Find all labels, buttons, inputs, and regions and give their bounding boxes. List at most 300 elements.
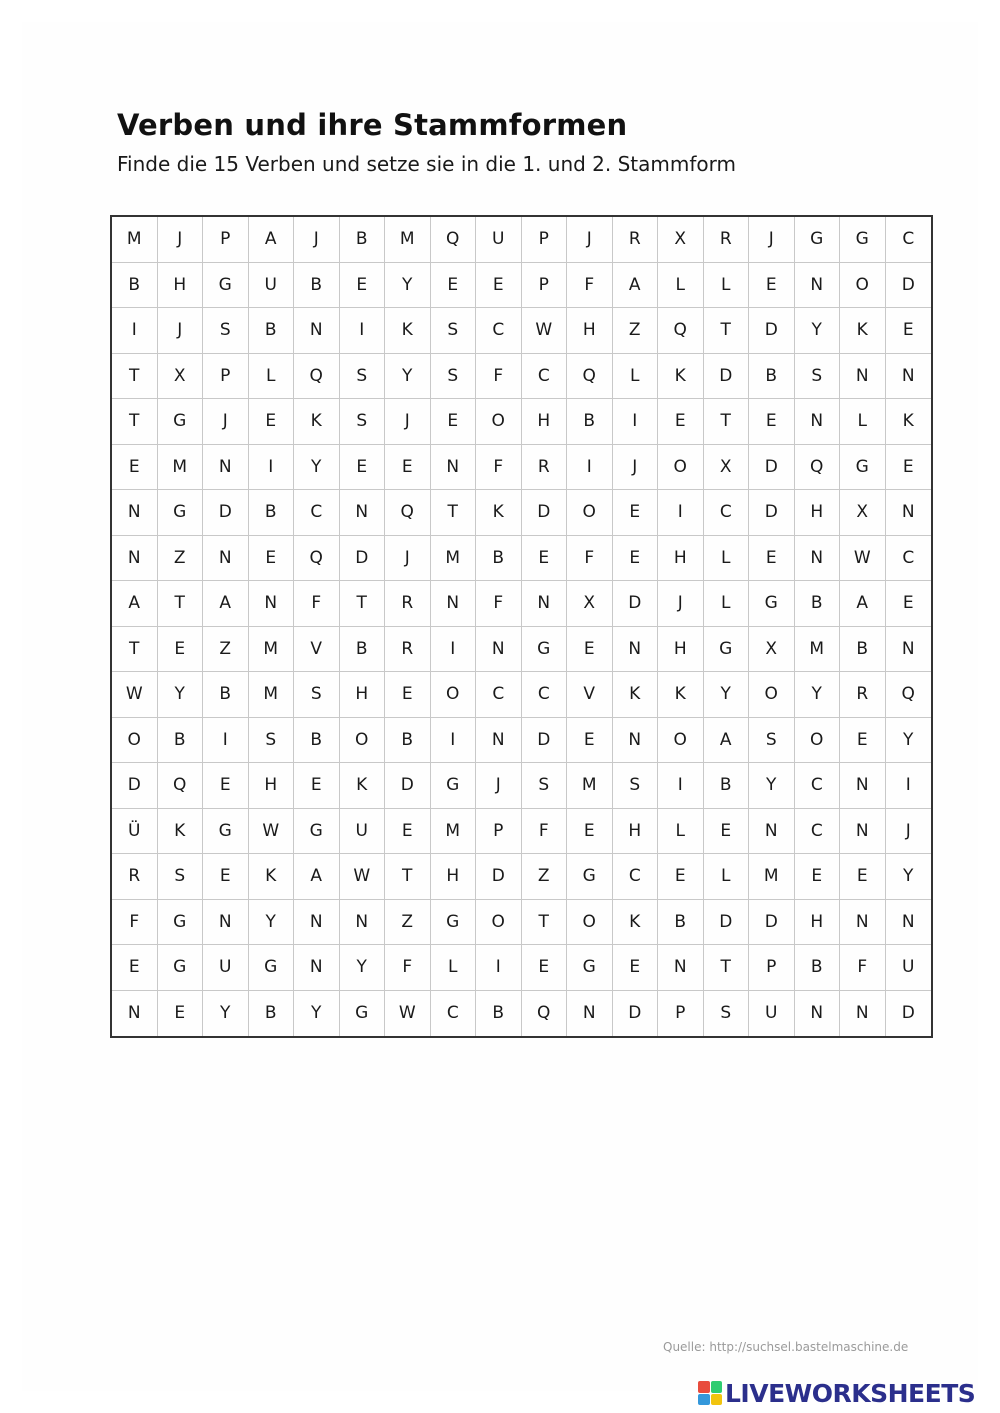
grid-cell[interactable]: N xyxy=(567,991,613,1037)
grid-cell[interactable]: Q xyxy=(658,308,704,354)
grid-cell[interactable]: I xyxy=(476,945,522,991)
grid-cell[interactable]: N xyxy=(840,991,886,1037)
grid-cell[interactable]: J xyxy=(749,217,795,263)
grid-cell[interactable]: R xyxy=(704,217,750,263)
grid-cell[interactable]: T xyxy=(158,581,204,627)
grid-cell[interactable]: S xyxy=(795,354,841,400)
grid-cell[interactable]: F xyxy=(385,945,431,991)
grid-cell[interactable]: Y xyxy=(340,945,386,991)
grid-cell[interactable]: O xyxy=(658,445,704,491)
grid-cell[interactable]: A xyxy=(112,581,158,627)
grid-cell[interactable]: N xyxy=(476,718,522,764)
grid-cell[interactable]: Q xyxy=(795,445,841,491)
grid-cell[interactable]: N xyxy=(203,900,249,946)
grid-cell[interactable]: B xyxy=(385,718,431,764)
grid-cell[interactable]: Z xyxy=(385,900,431,946)
grid-cell[interactable]: P xyxy=(476,809,522,855)
grid-cell[interactable]: M xyxy=(567,763,613,809)
grid-cell[interactable]: N xyxy=(886,354,932,400)
grid-cell[interactable]: B xyxy=(294,263,340,309)
grid-cell[interactable]: K xyxy=(658,354,704,400)
grid-cell[interactable]: B xyxy=(476,991,522,1037)
grid-cell[interactable]: N xyxy=(795,399,841,445)
grid-cell[interactable]: D xyxy=(203,490,249,536)
grid-cell[interactable]: D xyxy=(901,1003,915,1024)
grid-cell[interactable]: Q xyxy=(294,354,340,400)
grid-cell[interactable]: E xyxy=(431,263,477,309)
grid-cell[interactable]: S xyxy=(749,718,795,764)
grid-cell[interactable]: H xyxy=(158,263,204,309)
grid-cell[interactable]: B xyxy=(158,718,204,764)
grid-cell[interactable]: E xyxy=(567,809,613,855)
grid-cell[interactable]: M xyxy=(431,809,477,855)
grid-cell[interactable]: E xyxy=(749,399,795,445)
grid-cell[interactable]: D xyxy=(613,581,659,627)
grid-cell[interactable]: N xyxy=(431,581,477,627)
grid-cell[interactable]: F xyxy=(522,809,568,855)
grid-cell[interactable]: O xyxy=(658,718,704,764)
grid-cell[interactable]: E xyxy=(340,263,386,309)
grid-cell[interactable]: P xyxy=(203,354,249,400)
grid-cell[interactable]: E xyxy=(385,445,431,491)
grid-cell[interactable]: X xyxy=(704,445,750,491)
grid-cell[interactable]: Y xyxy=(249,900,295,946)
grid-cell[interactable]: U xyxy=(340,809,386,855)
grid-cell[interactable]: U xyxy=(203,945,249,991)
grid-cell[interactable]: G xyxy=(249,945,295,991)
grid-cell[interactable]: B xyxy=(249,991,295,1037)
grid-cell[interactable]: J xyxy=(658,581,704,627)
grid-cell[interactable]: K xyxy=(886,399,932,445)
grid-cell[interactable]: J xyxy=(385,536,431,582)
grid-cell[interactable]: N xyxy=(340,490,386,536)
grid-cell[interactable]: Y xyxy=(385,263,431,309)
grid-cell[interactable]: Y xyxy=(795,672,841,718)
grid-cell[interactable]: Q xyxy=(431,217,477,263)
grid-cell[interactable]: E xyxy=(385,809,431,855)
grid-cell[interactable]: A xyxy=(249,217,295,263)
grid-cell[interactable]: L xyxy=(658,263,704,309)
grid-cell[interactable]: E xyxy=(340,445,386,491)
grid-cell[interactable]: C xyxy=(522,672,568,718)
grid-cell[interactable]: L xyxy=(249,354,295,400)
grid-cell[interactable]: N xyxy=(795,536,841,582)
grid-cell[interactable]: U xyxy=(476,217,522,263)
grid-cell[interactable]: B xyxy=(658,900,704,946)
grid-cell[interactable]: B xyxy=(704,763,750,809)
grid-cell[interactable]: O xyxy=(476,900,522,946)
grid-cell[interactable]: P xyxy=(522,263,568,309)
grid-cell[interactable]: G xyxy=(431,763,477,809)
grid-cell[interactable]: Z xyxy=(158,536,204,582)
grid-cell[interactable]: O xyxy=(476,399,522,445)
grid-cell[interactable]: M xyxy=(249,627,295,673)
grid-cell[interactable]: G xyxy=(294,809,340,855)
grid-cell[interactable]: Y xyxy=(294,445,340,491)
grid-cell[interactable]: E xyxy=(749,536,795,582)
grid-cell[interactable]: L xyxy=(613,354,659,400)
grid-cell[interactable]: E xyxy=(613,536,659,582)
grid-cell[interactable]: O xyxy=(567,900,613,946)
grid-cell[interactable]: M xyxy=(158,445,204,491)
grid-cell[interactable]: D xyxy=(613,991,659,1037)
grid-cell[interactable]: J xyxy=(158,217,204,263)
grid-cell[interactable]: P xyxy=(658,991,704,1037)
grid-cell[interactable]: N xyxy=(294,900,340,946)
grid-cell[interactable]: R xyxy=(840,672,886,718)
grid-cell[interactable]: E xyxy=(522,536,568,582)
grid-cell[interactable]: D xyxy=(522,490,568,536)
grid-cell[interactable]: S xyxy=(522,763,568,809)
grid-cell[interactable]: N xyxy=(203,445,249,491)
grid-cell[interactable]: K xyxy=(476,490,522,536)
grid-cell[interactable]: E xyxy=(203,854,249,900)
grid-cell[interactable]: T xyxy=(704,399,750,445)
grid-cell[interactable]: W xyxy=(385,991,431,1037)
grid-cell[interactable]: B xyxy=(795,581,841,627)
grid-cell[interactable]: W xyxy=(522,308,568,354)
grid-cell[interactable]: N xyxy=(840,763,886,809)
grid-cell[interactable]: N xyxy=(886,490,932,536)
grid-cell[interactable]: C xyxy=(795,763,841,809)
grid-cell[interactable]: L xyxy=(840,399,886,445)
grid-cell[interactable]: B xyxy=(476,536,522,582)
grid-cell[interactable]: K xyxy=(249,854,295,900)
grid-cell[interactable]: G xyxy=(158,945,204,991)
grid-cell[interactable]: D xyxy=(522,718,568,764)
grid-cell[interactable]: A xyxy=(704,718,750,764)
grid-cell[interactable]: Q xyxy=(886,672,932,718)
grid-cell[interactable]: F xyxy=(476,354,522,400)
grid-cell[interactable]: N xyxy=(795,991,841,1037)
grid-cell[interactable]: J xyxy=(294,217,340,263)
grid-cell[interactable]: I xyxy=(431,627,477,673)
grid-cell[interactable]: N xyxy=(294,308,340,354)
grid-cell[interactable]: D xyxy=(385,763,431,809)
grid-cell[interactable]: R xyxy=(385,627,431,673)
grid-cell[interactable]: A xyxy=(613,263,659,309)
grid-cell[interactable]: G xyxy=(840,217,886,263)
grid-cell[interactable]: N xyxy=(749,809,795,855)
grid-cell[interactable]: D xyxy=(112,763,158,809)
grid-cell[interactable]: Q xyxy=(522,991,568,1037)
grid-cell[interactable]: N xyxy=(203,536,249,582)
grid-cell[interactable]: D xyxy=(476,854,522,900)
grid-cell[interactable]: J xyxy=(567,217,613,263)
grid-cell[interactable]: T xyxy=(522,900,568,946)
grid-cell[interactable]: I xyxy=(658,490,704,536)
grid-cell[interactable]: C xyxy=(704,490,750,536)
grid-cell[interactable]: F xyxy=(840,945,886,991)
grid-cell[interactable]: U xyxy=(886,945,932,991)
grid-cell[interactable]: I xyxy=(249,445,295,491)
grid-cell[interactable]: L xyxy=(704,854,750,900)
grid-cell[interactable]: O xyxy=(795,718,841,764)
grid-cell[interactable]: N xyxy=(431,445,477,491)
grid-cell[interactable]: J xyxy=(886,809,932,855)
grid-cell[interactable]: C xyxy=(886,536,932,582)
grid-cell[interactable]: C xyxy=(613,854,659,900)
grid-cell[interactable]: K xyxy=(294,399,340,445)
grid-cell[interactable]: P xyxy=(749,945,795,991)
grid-cell[interactable]: E xyxy=(886,308,932,354)
grid-cell[interactable]: X xyxy=(158,354,204,400)
grid-cell[interactable]: F xyxy=(567,263,613,309)
grid-cell[interactable]: G xyxy=(749,581,795,627)
grid-cell[interactable]: B xyxy=(203,672,249,718)
grid-cell[interactable]: N xyxy=(340,900,386,946)
grid-cell[interactable]: B xyxy=(840,627,886,673)
grid-cell[interactable]: P xyxy=(203,217,249,263)
grid-cell[interactable]: K xyxy=(385,308,431,354)
grid-cell[interactable]: E xyxy=(840,854,886,900)
grid-cell[interactable]: K xyxy=(158,809,204,855)
grid-cell[interactable]: T xyxy=(704,308,750,354)
grid-cell[interactable]: Y xyxy=(158,672,204,718)
grid-cell[interactable]: E xyxy=(749,263,795,309)
grid-cell[interactable]: S xyxy=(203,308,249,354)
grid-cell[interactable]: B xyxy=(340,627,386,673)
grid-cell[interactable]: K xyxy=(613,672,659,718)
grid-cell[interactable]: H xyxy=(613,809,659,855)
grid-cell[interactable]: W xyxy=(112,672,158,718)
grid-cell[interactable]: O xyxy=(340,718,386,764)
grid-cell[interactable]: T xyxy=(112,627,158,673)
grid-cell[interactable]: X xyxy=(840,490,886,536)
grid-cell[interactable]: Y xyxy=(886,854,932,900)
grid-cell[interactable]: G xyxy=(431,900,477,946)
grid-cell[interactable]: C xyxy=(522,354,568,400)
grid-cell[interactable]: V xyxy=(567,672,613,718)
grid-cell[interactable]: B xyxy=(340,217,386,263)
grid-cell[interactable]: Z xyxy=(613,308,659,354)
grid-cell[interactable]: U xyxy=(249,263,295,309)
grid-cell[interactable]: Y xyxy=(749,763,795,809)
grid-cell[interactable]: E xyxy=(613,490,659,536)
grid-cell[interactable]: A xyxy=(294,854,340,900)
grid-cell[interactable]: G xyxy=(203,263,249,309)
grid-cell[interactable]: Q xyxy=(385,490,431,536)
grid-cell[interactable]: L xyxy=(704,263,750,309)
grid-cell[interactable]: E xyxy=(476,263,522,309)
grid-cell[interactable]: J xyxy=(385,399,431,445)
grid-cell[interactable]: D xyxy=(749,445,795,491)
grid-cell[interactable]: E xyxy=(840,718,886,764)
grid-cell[interactable]: E xyxy=(294,763,340,809)
grid-cell[interactable]: C xyxy=(476,308,522,354)
grid-cell[interactable]: F xyxy=(476,445,522,491)
grid-cell[interactable]: Z xyxy=(522,854,568,900)
grid-cell[interactable]: A xyxy=(840,581,886,627)
grid-cell[interactable]: X xyxy=(749,627,795,673)
grid-cell[interactable]: V xyxy=(294,627,340,673)
grid-cell[interactable]: E xyxy=(704,809,750,855)
grid-cell[interactable]: D xyxy=(749,308,795,354)
grid-cell[interactable]: N xyxy=(112,991,158,1037)
grid-cell[interactable]: G xyxy=(567,854,613,900)
grid-cell[interactable]: G xyxy=(567,945,613,991)
grid-cell[interactable]: F xyxy=(112,900,158,946)
grid-cell[interactable]: M xyxy=(112,217,158,263)
grid-cell[interactable]: Y xyxy=(795,308,841,354)
grid-cell[interactable]: E xyxy=(158,627,204,673)
grid-cell[interactable]: S xyxy=(340,354,386,400)
grid-cell[interactable]: E xyxy=(203,763,249,809)
grid-cell[interactable]: G xyxy=(704,627,750,673)
grid-cell[interactable]: S xyxy=(158,854,204,900)
grid-cell[interactable]: I xyxy=(203,718,249,764)
grid-cell[interactable]: T xyxy=(385,854,431,900)
grid-cell[interactable]: N xyxy=(613,718,659,764)
grid-cell[interactable]: N xyxy=(613,627,659,673)
grid-cell[interactable]: T xyxy=(112,354,158,400)
grid-cell[interactable]: T xyxy=(431,490,477,536)
grid-cell[interactable]: G xyxy=(522,627,568,673)
grid-cell[interactable]: I xyxy=(658,763,704,809)
grid-cell[interactable]: N xyxy=(840,900,886,946)
grid-cell[interactable]: N xyxy=(795,263,841,309)
grid-cell[interactable]: N xyxy=(112,490,158,536)
grid-cell[interactable]: T xyxy=(704,945,750,991)
grid-cell[interactable]: I xyxy=(613,399,659,445)
grid-cell[interactable]: N xyxy=(112,536,158,582)
grid-cell[interactable]: Y xyxy=(203,991,249,1037)
grid-cell[interactable]: B xyxy=(249,490,295,536)
grid-cell[interactable]: E xyxy=(658,854,704,900)
grid-cell[interactable]: E xyxy=(567,718,613,764)
grid-cell[interactable]: O xyxy=(112,718,158,764)
grid-cell[interactable]: G xyxy=(158,900,204,946)
grid-cell[interactable]: G xyxy=(795,217,841,263)
grid-cell[interactable]: N xyxy=(840,354,886,400)
grid-cell[interactable]: J xyxy=(203,399,249,445)
grid-cell[interactable]: W xyxy=(340,854,386,900)
grid-cell[interactable]: E xyxy=(112,945,158,991)
grid-cell[interactable]: M xyxy=(749,854,795,900)
grid-cell[interactable]: C xyxy=(476,672,522,718)
grid-cell[interactable]: Q xyxy=(567,354,613,400)
grid-cell[interactable]: Y xyxy=(886,718,932,764)
grid-cell[interactable]: E xyxy=(431,399,477,445)
grid-cell[interactable]: G xyxy=(158,399,204,445)
grid-cell[interactable]: O xyxy=(431,672,477,718)
grid-cell[interactable]: W xyxy=(840,536,886,582)
grid-cell[interactable]: E xyxy=(567,627,613,673)
grid-cell[interactable]: S xyxy=(704,991,750,1037)
grid-cell[interactable]: E xyxy=(613,945,659,991)
grid-cell[interactable]: T xyxy=(340,581,386,627)
grid-cell[interactable]: I xyxy=(431,718,477,764)
grid-cell[interactable]: H xyxy=(522,399,568,445)
grid-cell[interactable]: L xyxy=(658,809,704,855)
grid-cell[interactable]: J xyxy=(476,763,522,809)
grid-cell[interactable]: G xyxy=(340,991,386,1037)
grid-cell[interactable]: K xyxy=(658,672,704,718)
grid-cell[interactable]: E xyxy=(112,445,158,491)
grid-cell[interactable]: O xyxy=(567,490,613,536)
grid-cell[interactable]: B xyxy=(249,308,295,354)
grid-cell[interactable]: B xyxy=(112,263,158,309)
grid-cell[interactable]: H xyxy=(340,672,386,718)
grid-cell[interactable]: F xyxy=(476,581,522,627)
grid-cell[interactable]: N xyxy=(249,581,295,627)
grid-cell[interactable]: H xyxy=(795,490,841,536)
grid-cell[interactable]: B xyxy=(749,354,795,400)
grid-cell[interactable]: H xyxy=(431,854,477,900)
grid-cell[interactable]: N xyxy=(840,809,886,855)
grid-cell[interactable]: E xyxy=(249,399,295,445)
grid-cell[interactable]: I xyxy=(567,445,613,491)
grid-cell[interactable]: K xyxy=(840,308,886,354)
grid-cell[interactable]: Z xyxy=(203,627,249,673)
grid-cell[interactable]: D xyxy=(749,900,795,946)
grid-cell[interactable]: E xyxy=(522,945,568,991)
grid-cell[interactable]: C xyxy=(795,809,841,855)
grid-cell[interactable]: R xyxy=(613,217,659,263)
grid-cell[interactable]: C xyxy=(886,217,932,263)
grid-cell[interactable]: E xyxy=(886,445,932,491)
grid-cell[interactable]: B xyxy=(795,945,841,991)
grid-cell[interactable]: I xyxy=(340,308,386,354)
grid-cell[interactable]: H xyxy=(658,536,704,582)
grid-cell[interactable]: S xyxy=(294,672,340,718)
grid-cell[interactable]: T xyxy=(112,399,158,445)
grid-cell[interactable]: C xyxy=(431,991,477,1037)
grid-cell[interactable]: J xyxy=(158,308,204,354)
grid-cell[interactable]: S xyxy=(431,354,477,400)
grid-cell[interactable]: E xyxy=(385,672,431,718)
grid-cell[interactable]: Y xyxy=(294,991,340,1037)
grid-cell[interactable]: J xyxy=(613,445,659,491)
grid-cell[interactable]: S xyxy=(249,718,295,764)
grid-cell[interactable]: N xyxy=(294,945,340,991)
grid-cell[interactable]: O xyxy=(749,672,795,718)
grid-cell[interactable]: R xyxy=(385,581,431,627)
grid-cell[interactable]: E xyxy=(249,536,295,582)
grid-cell[interactable]: N xyxy=(658,945,704,991)
grid-cell[interactable]: A xyxy=(203,581,249,627)
grid-cell[interactable]: N xyxy=(522,581,568,627)
grid-cell[interactable]: E xyxy=(795,854,841,900)
grid-cell[interactable]: L xyxy=(704,536,750,582)
grid-cell[interactable]: M xyxy=(385,217,431,263)
grid-cell[interactable]: C xyxy=(294,490,340,536)
grid-cell[interactable]: D xyxy=(886,263,932,309)
grid-cell[interactable]: Q xyxy=(294,536,340,582)
grid-cell[interactable]: D xyxy=(704,354,750,400)
grid-cell[interactable]: G xyxy=(840,445,886,491)
grid-cell[interactable]: H xyxy=(567,308,613,354)
grid-cell[interactable]: M xyxy=(795,627,841,673)
grid-cell[interactable]: N xyxy=(476,627,522,673)
grid-cell[interactable]: Y xyxy=(704,672,750,718)
grid-cell[interactable]: Q xyxy=(158,763,204,809)
grid-cell[interactable]: M xyxy=(249,672,295,718)
grid-cell[interactable]: I xyxy=(886,763,932,809)
grid-cell[interactable]: D xyxy=(704,900,750,946)
grid-cell[interactable]: P xyxy=(522,217,568,263)
grid-cell[interactable]: U xyxy=(749,991,795,1037)
grid-cell[interactable]: E xyxy=(658,399,704,445)
grid-cell[interactable]: X xyxy=(567,581,613,627)
grid-cell[interactable]: R xyxy=(112,854,158,900)
grid-cell[interactable]: M xyxy=(431,536,477,582)
grid-cell[interactable]: B xyxy=(567,399,613,445)
grid-cell[interactable]: H xyxy=(249,763,295,809)
grid-cell[interactable]: G xyxy=(203,809,249,855)
grid-cell[interactable]: S xyxy=(340,399,386,445)
grid-cell[interactable]: O xyxy=(840,263,886,309)
